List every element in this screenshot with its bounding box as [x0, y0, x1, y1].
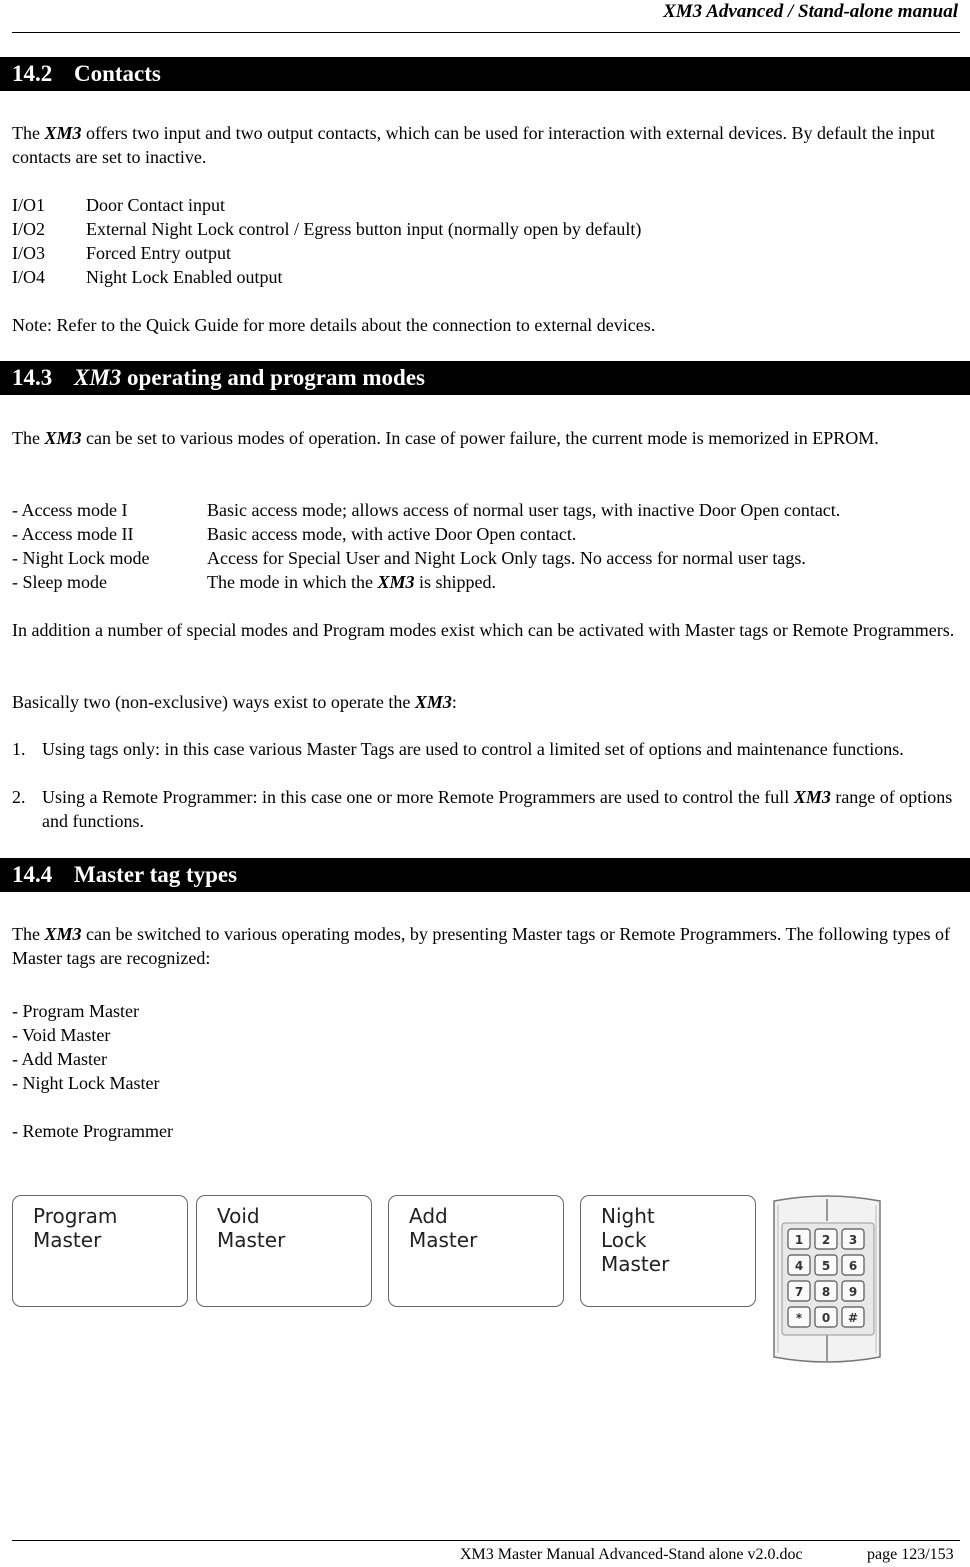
keypad-key-label: # — [847, 1311, 859, 1325]
header-title: XM3 Advanced / Stand-alone manual — [663, 1, 958, 22]
keypad-key-label: 8 — [821, 1285, 831, 1299]
master-type: - Night Lock Master — [12, 1073, 160, 1093]
modes-intro: The XM3 can be set to various modes of operation. In case of power failure, the current mode is memorized in EPROM. — [12, 428, 879, 448]
section-title: XM3 operating and program modes — [74, 365, 425, 390]
section-number: 14.2 — [12, 61, 53, 86]
mode-desc: Basic access mode; allows access of normal user tags, with inactive Door Open contact. — [207, 500, 841, 520]
footer-rule — [12, 1540, 960, 1541]
master-type-remote: - Remote Programmer — [12, 1121, 173, 1141]
section-number: 14.3 — [12, 365, 53, 390]
master-intro: The XM3 can be switched to various operating modes, by presenting Master tags or Remote Programmers. The following types of Master tags are recognized: — [12, 924, 950, 968]
mode-desc: Access for Special User and Night Lock Only tags. No access for normal user tags. — [207, 548, 806, 568]
io-desc: Forced Entry output — [86, 243, 231, 263]
program-master-tag: Program Master — [12, 1195, 188, 1307]
io-code: I/O1 — [12, 195, 45, 215]
mode-desc: Basic access mode, with active Door Open contact. — [207, 524, 577, 544]
mode-row — [12, 522, 577, 546]
keypad-key-label: 5 — [821, 1259, 831, 1273]
modes-para3: Basically two (non-exclusive) ways exist to operate the XM3: — [12, 692, 457, 712]
section-heading-master — [0, 858, 970, 892]
keypad-key-label: 0 — [821, 1311, 831, 1325]
section-title: Contacts — [74, 61, 161, 86]
contacts-note: Note: Refer to the Quick Guide for more details about the connection to external devices. — [12, 315, 656, 335]
section-heading-modes — [0, 361, 970, 395]
mode-row — [12, 570, 496, 594]
section-title: Master tag types — [74, 862, 238, 887]
keypad-key-label: 1 — [794, 1233, 804, 1247]
contacts-intro: The XM3 offers two input and two output contacts, which can be used for interaction with external devices. By default the input contacts are set to inactive. — [12, 123, 935, 167]
void-master-tag: Void Master — [196, 1195, 372, 1307]
footer-doc: XM3 Master Manual Advanced-Stand alone v2.0.doc — [460, 1546, 803, 1563]
io-code: I/O2 — [12, 219, 45, 239]
io-row — [12, 217, 642, 241]
footer-page: page 123/153 — [867, 1546, 954, 1563]
keypad-key-label: 2 — [821, 1233, 831, 1247]
list-item: 2. Using a Remote Programmer: in this case one or more Remote Programmers are used to control the full XM3 range of options and functions. — [12, 787, 953, 831]
list-item: 1. Using tags only: in this case various Master Tags are used to control a limited set of options and maintenance functions. — [12, 739, 904, 759]
mode-row — [12, 546, 806, 570]
io-row — [12, 193, 225, 217]
master-type: - Void Master — [12, 1025, 111, 1045]
keypad-key-label: 6 — [848, 1259, 858, 1273]
keypad-key-label: 9 — [848, 1285, 858, 1299]
add-master-tag: Add Master — [388, 1195, 564, 1307]
keypad-key-label: 3 — [848, 1233, 858, 1247]
io-row — [12, 241, 231, 265]
io-code: I/O4 — [12, 267, 45, 287]
section-number: 14.4 — [12, 862, 53, 887]
io-desc: Night Lock Enabled output — [86, 267, 283, 287]
keypad-key-label: * — [795, 1311, 803, 1325]
mode-name: - Night Lock mode — [12, 548, 150, 568]
io-desc: External Night Lock control / Egress button input (normally open by default) — [86, 219, 642, 239]
mode-name: - Sleep mode — [12, 572, 107, 592]
master-type: - Add Master — [12, 1049, 107, 1069]
night-lock-master-tag: Night Lock Master — [580, 1195, 756, 1307]
mode-row — [12, 498, 841, 522]
io-row — [12, 265, 283, 289]
modes-para2: In addition a number of special modes and Program modes exist which can be activated with Master tags or Remote Programmers. — [12, 620, 955, 640]
io-desc: Door Contact input — [86, 195, 225, 215]
mode-name: - Access mode II — [12, 524, 134, 544]
mode-name: - Access mode I — [12, 500, 128, 520]
mode-desc: The mode in which the XM3 is shipped. — [207, 572, 496, 592]
master-type: - Program Master — [12, 1001, 139, 1021]
keypad-key-label: 7 — [794, 1285, 804, 1299]
header-rule — [12, 32, 960, 33]
io-code: I/O3 — [12, 243, 45, 263]
keypad-key-label: 4 — [794, 1259, 804, 1273]
remote-programmer-keypad-icon — [770, 1193, 884, 1365]
section-heading-contacts — [0, 57, 970, 91]
